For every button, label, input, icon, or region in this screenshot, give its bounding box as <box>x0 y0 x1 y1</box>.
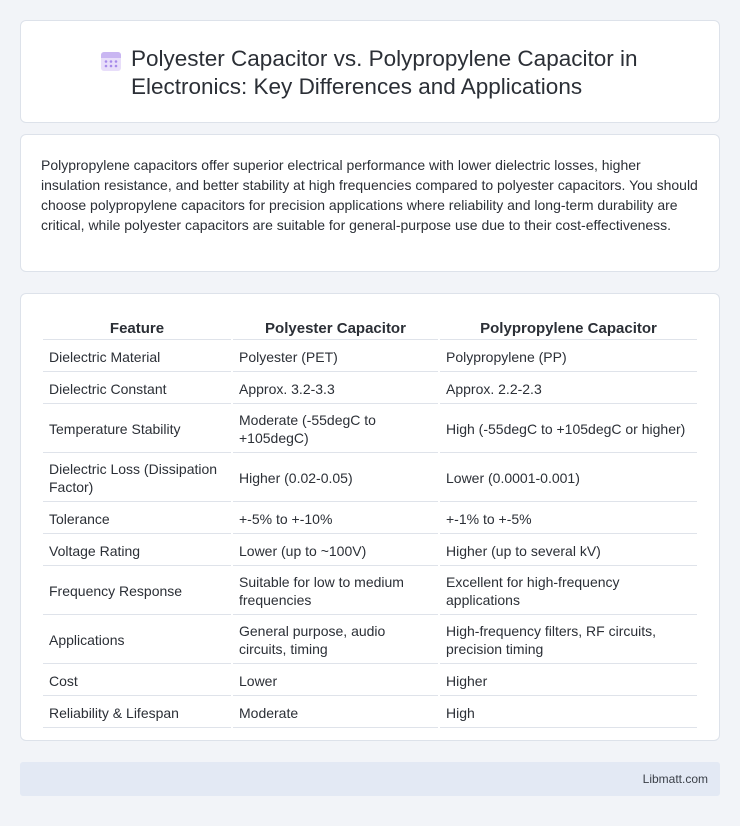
summary-card <box>20 134 720 272</box>
table-row <box>43 406 697 453</box>
table-row <box>43 536 697 566</box>
polyester-cell: General purpose, audio circuits, timing <box>233 617 438 664</box>
feature-cell: Dielectric Constant <box>43 374 231 404</box>
header-polypropylene: Polypropylene Capacitor <box>440 318 697 340</box>
footer <box>20 762 720 796</box>
polypropylene-cell: Higher <box>440 666 697 696</box>
table-row <box>43 666 697 696</box>
title-row <box>101 45 701 101</box>
table-row <box>43 342 697 372</box>
feature-cell: Cost <box>43 666 231 696</box>
comparison-card <box>20 293 720 741</box>
polypropylene-cell: +-1% to +-5% <box>440 504 697 534</box>
comparison-table <box>41 316 699 730</box>
polypropylene-cell: High (-55degC to +105degC or higher) <box>440 406 697 453</box>
feature-cell: Applications <box>43 617 231 664</box>
polyester-cell: Suitable for low to medium frequencies <box>233 568 438 615</box>
feature-cell: Voltage Rating <box>43 536 231 566</box>
polypropylene-cell: Higher (up to several kV) <box>440 536 697 566</box>
feature-cell: Tolerance <box>43 504 231 534</box>
table-row <box>43 374 697 404</box>
polyester-cell: Moderate <box>233 698 438 728</box>
table-row <box>43 698 697 728</box>
feature-cell: Dielectric Loss (Dissipation Factor) <box>43 455 231 502</box>
polypropylene-cell: High <box>440 698 697 728</box>
polyester-cell: Lower (up to ~100V) <box>233 536 438 566</box>
title-card <box>20 20 720 123</box>
polypropylene-cell: High-frequency filters, RF circuits, precision timing <box>440 617 697 664</box>
footer-brand-link[interactable]: Libmatt.com <box>642 772 708 786</box>
feature-cell: Reliability & Lifespan <box>43 698 231 728</box>
polyester-cell: Polyester (PET) <box>233 342 438 372</box>
table-row <box>43 568 697 615</box>
polypropylene-cell: Approx. 2.2-2.3 <box>440 374 697 404</box>
page-title: Polyester Capacitor vs. Polypropylene Capacitor in Electronics: Key Differences and Applications <box>131 46 638 99</box>
polyester-cell: Lower <box>233 666 438 696</box>
polyester-cell: +-5% to +-10% <box>233 504 438 534</box>
table-header-row <box>43 318 697 340</box>
feature-cell: Frequency Response <box>43 568 231 615</box>
polypropylene-cell: Excellent for high-frequency applications <box>440 568 697 615</box>
polyester-cell: Approx. 3.2-3.3 <box>233 374 438 404</box>
polypropylene-cell: Lower (0.0001-0.001) <box>440 455 697 502</box>
polyester-cell: Moderate (-55degC to +105degC) <box>233 406 438 453</box>
polypropylene-cell: Polypropylene (PP) <box>440 342 697 372</box>
table-row <box>43 617 697 664</box>
feature-cell: Temperature Stability <box>43 406 231 453</box>
header-polyester: Polyester Capacitor <box>233 318 438 340</box>
header-feature: Feature <box>43 318 231 340</box>
polyester-cell: Higher (0.02-0.05) <box>233 455 438 502</box>
table-row <box>43 455 697 502</box>
summary-paragraph: Polypropylene capacitors offer superior electrical performance with lower dielectric losses, higher insulation resistance, and better stability at high frequencies compared to polyester capacitors. You should choose polypropylene capacitors for precision applications where reliability and long-term durability are critical, while polyester capacitors are suitable for general-purpose use due to their cost-effectiveness. <box>41 157 698 233</box>
table-row <box>43 504 697 534</box>
calendar-grid-icon <box>99 49 123 73</box>
feature-cell: Dielectric Material <box>43 342 231 372</box>
